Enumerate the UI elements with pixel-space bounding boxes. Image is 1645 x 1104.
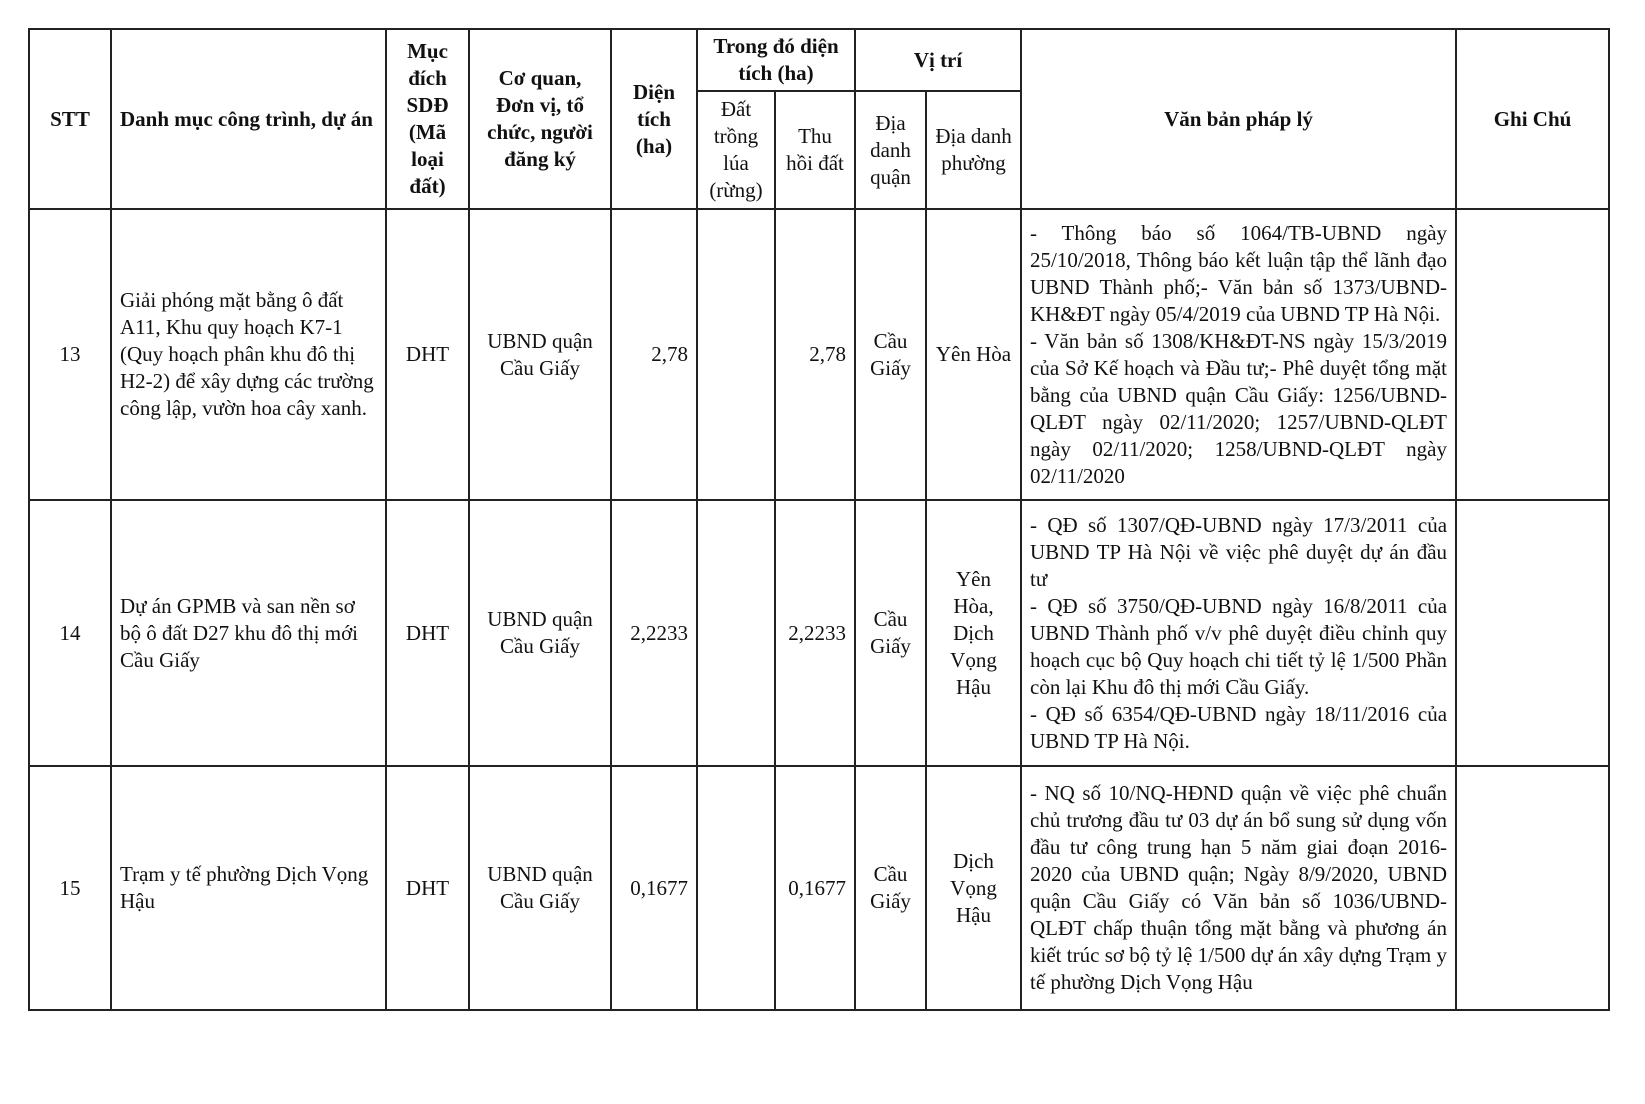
row-project: Giải phóng mặt bằng ô đất A11, Khu quy hoạch K7-1 (Quy hoạch phân khu đô thị H2-2) để xây dựng các trường công lập, vườn hoa cây xanh. [111, 209, 386, 500]
row-note [1456, 500, 1609, 766]
row-project: Trạm y tế phường Dịch Vọng Hậu [111, 766, 386, 1010]
row-recovered: 2,2233 [775, 500, 855, 766]
row-recovered: 2,78 [775, 209, 855, 500]
row-legal [1021, 209, 1456, 500]
header-note: Ghi Chú [1456, 29, 1609, 209]
row-rice-land [697, 500, 775, 766]
row-ward: Yên Hòa [926, 209, 1021, 500]
header-district: Địa danh quận [855, 91, 926, 209]
legal-line: - QĐ số 6354/QĐ-UBND ngày 18/11/2016 của UBND TP Hà Nội. [1030, 701, 1448, 753]
row-district: Cầu Giấy [855, 766, 926, 1010]
header-legal: Văn bản pháp lý [1021, 29, 1456, 209]
row-agency: UBND quận Cầu Giấy [469, 766, 611, 1010]
land-use-table [28, 28, 1610, 1011]
row-agency: UBND quận Cầu Giấy [469, 500, 611, 766]
row-note [1456, 766, 1609, 1010]
row-purpose: DHT [386, 500, 469, 766]
row-area: 0,1677 [611, 766, 697, 1010]
row-note [1456, 209, 1609, 500]
row-rice-land [697, 766, 775, 1010]
row-area: 2,2233 [611, 500, 697, 766]
header-area: Diện tích (ha) [611, 29, 697, 209]
header-agency: Cơ quan, Đơn vị, tổ chức, người đăng ký [469, 29, 611, 209]
legal-line: - QĐ số 3750/QĐ-UBND ngày 16/8/2011 của UBND Thành phố v/v phê duyệt điều chỉnh quy hoạch cục bộ Quy hoạch chi tiết tỷ lệ 1/500 Phần còn lại Khu đô thị mới Cầu Giấy. [1030, 593, 1448, 699]
row-stt: 14 [29, 500, 111, 766]
row-ward: Yên Hòa, Dịch Vọng Hậu [926, 500, 1021, 766]
row-legal [1021, 766, 1456, 1010]
table-row [29, 209, 1609, 500]
row-rice-land [697, 209, 775, 500]
legal-line: - Văn bản số 1308/KH&ĐT-NS ngày 15/3/2019 của Sở Kế hoạch và Đầu tư;- Phê duyệt tổng mặt bằng của UBND quận Cầu Giấy: 1256/UBND-QLĐT ngày 02/11/2020; 1257/UBND-QLĐT ngày 02/11/2020; 1258/UBND-QLĐT ngày 02/11/2020 [1030, 328, 1448, 488]
legal-line: - NQ số 10/NQ-HĐND quận về việc phê chuẩn chủ trương đầu tư 03 dự án bổ sung sử dụng vốn đầu tư công trung hạn 5 năm giai đoạn 2016-2020 của UBND quận; Ngày 8/9/2020, UBND quận Cầu Giấy có Văn bản số 1036/UBND-QLĐT chấp thuận tổng mặt bằng và phương án kiết trúc sơ bộ tỷ lệ 1/500 dự án xây dựng Trạm y tế phường Dịch Vọng Hậu [1030, 781, 1448, 994]
row-recovered: 0,1677 [775, 766, 855, 1010]
row-legal [1021, 500, 1456, 766]
row-project: Dự án GPMB và san nền sơ bộ ô đất D27 khu đô thị mới Cầu Giấy [111, 500, 386, 766]
header-of-which: Trong đó diện tích (ha) [697, 29, 855, 91]
row-purpose: DHT [386, 766, 469, 1010]
header-rice-land: Đất trồng lúa (rừng) [697, 91, 775, 209]
table-row [29, 500, 1609, 766]
row-ward: Dịch Vọng Hậu [926, 766, 1021, 1010]
row-purpose: DHT [386, 209, 469, 500]
header-recovered: Thu hồi đất [775, 91, 855, 209]
row-agency: UBND quận Cầu Giấy [469, 209, 611, 500]
row-district: Cầu Giấy [855, 500, 926, 766]
header-purpose: Mục đích SDĐ (Mã loại đất) [386, 29, 469, 209]
legal-line: - QĐ số 1307/QĐ-UBND ngày 17/3/2011 của UBND TP Hà Nội về việc phê duyệt dự án đầu tư [1030, 512, 1448, 591]
row-district: Cầu Giấy [855, 209, 926, 500]
row-stt: 15 [29, 766, 111, 1010]
header-project: Danh mục công trình, dự án [111, 29, 386, 209]
header-location: Vị trí [855, 29, 1021, 91]
row-area: 2,78 [611, 209, 697, 500]
legal-line: - Thông báo số 1064/TB-UBND ngày 25/10/2018, Thông báo kết luận tập thể lãnh đạo UBND Thành phố;- Văn bản số 1373/UBND-KH&ĐT ngày 05/4/2019 của UBND TP Hà Nội. [1030, 220, 1448, 326]
header-ward: Địa danh phường [926, 91, 1021, 209]
table-row [29, 766, 1609, 1010]
header-stt: STT [29, 29, 111, 209]
row-stt: 13 [29, 209, 111, 500]
